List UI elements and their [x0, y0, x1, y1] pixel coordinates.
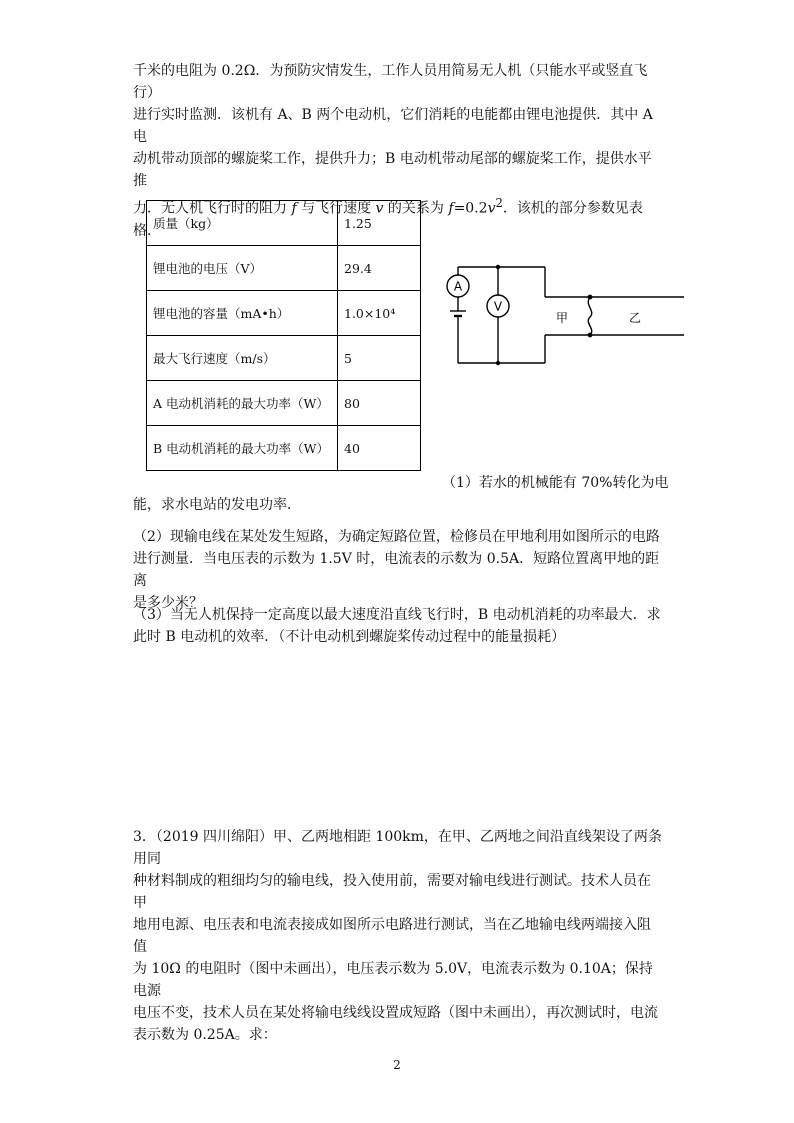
table-cell-value: 1.0×10⁴: [338, 291, 421, 336]
table-cell-value: 40: [338, 426, 421, 471]
problem-line: 种材料制成的粗细均匀的输电线，投入使用前，需要对输电线进行测试。技术人员在甲: [133, 873, 651, 911]
table-cell-label: 锂电池的电压（V）: [147, 246, 338, 291]
junction-dot: [496, 361, 500, 365]
question-line: （2）现输电线在某处发生短路，为确定短路位置，检修员在甲地利用如图所示的电路: [133, 529, 660, 545]
table-row: [147, 336, 421, 381]
var-f: f: [291, 200, 297, 217]
var-v: v: [487, 200, 496, 217]
table-row: [147, 291, 421, 336]
problem-3: [133, 826, 663, 1046]
table-cell-value: 29.4: [338, 246, 421, 291]
intro-line: 格．: [133, 222, 161, 239]
problem-line: 为 10Ω 的电阻时（图中未画出），电压表示数为 5.0V，电流表示数为 0.10A；保持电源: [133, 961, 653, 999]
text-span: 力．无人机飞行时的阻力: [133, 200, 292, 217]
table-row: [147, 201, 421, 246]
table-cell-value: 5: [338, 336, 421, 381]
junction-dot: [588, 333, 593, 338]
question-line: 进行测量．当电压表的示数为 1.5V 时，电流表的示数为 0.5A．短路位置离甲地的距离: [133, 551, 660, 589]
problem-line: 3．（2019 四川绵阳）甲、乙两地相距 100km，在甲、乙两地之间沿直线架设了两条用同: [133, 829, 662, 867]
exponent: 2: [495, 196, 503, 210]
table-cell-value: 80: [338, 381, 421, 426]
intro-line: 进行实时监测．该机有 A、B 两个电动机，它们消耗的电能都由锂电池提供．其中 A 电: [133, 107, 653, 145]
table-cell-label: 最大飞行速度（m/s）: [147, 336, 338, 381]
text-span: ．该机的部分参数见表: [502, 200, 643, 217]
question-1-part-b: 能，求水电站的发电功率．: [133, 497, 301, 513]
intro-line: 动机带动顶部的螺旋桨工作，提供升力；B 电动机带动尾部的螺旋桨工作，提供水平推: [133, 151, 652, 189]
problem-line: 表示数为 0.25A。求：: [133, 1027, 277, 1043]
question-2: [133, 526, 663, 614]
question-line: （3）当无人机保持一定高度以最大速度沿直线飞行时，B 电动机消耗的功率最大．求: [133, 607, 661, 623]
table-cell-label: 质量（kg）: [147, 201, 338, 246]
ammeter-label: A: [453, 279, 463, 294]
voltmeter-label: V: [493, 299, 503, 314]
table-row: [147, 426, 421, 471]
problem-line: 电压不变，技术人员在某处将输电线线设置成短路（图中未画出），再次测试时，电流: [133, 1005, 658, 1021]
junction-dot: [588, 295, 593, 300]
question-line: 此时 B 电动机的效率．（不计电动机到螺旋桨传动过程中的能量损耗）: [133, 629, 566, 645]
short-circuit-wire: [588, 297, 591, 335]
question-line: 是多少米？: [133, 595, 203, 611]
place-yi-label: 乙: [628, 311, 642, 325]
parameter-table: [146, 200, 421, 471]
circuit-diagram: [440, 255, 690, 375]
intro-line: 千米的电阻为 0.2Ω．为预防灾情发生，工作人员用简易无人机（只能水平或竖直飞行）: [133, 63, 648, 101]
text-span: 与飞行速度: [296, 200, 376, 217]
problem-line: 地用电源、电压表和电流表接成如图所示电路进行测试，当在乙地输电线两端接入阻值: [133, 917, 651, 955]
table-cell-label: B 电动机消耗的最大功率（W）: [147, 426, 338, 471]
junction-dot: [496, 265, 500, 269]
question-1-part-a: （1）若水的机械能有 70%转化为电: [442, 475, 669, 491]
table-cell-value: 1.25: [338, 201, 421, 246]
page-number: 2: [393, 1058, 401, 1072]
table-cell-label: A 电动机消耗的最大功率（W）: [147, 381, 338, 426]
text-span: 的关系为: [383, 200, 449, 217]
formula-text: =0.2: [453, 200, 488, 217]
question-3: [133, 604, 663, 648]
var-f: f: [448, 200, 454, 217]
place-jia-label: 甲: [555, 311, 569, 325]
var-v: v: [375, 200, 384, 217]
table-row: [147, 381, 421, 426]
table-cell-label: 锂电池的容量（mA•h）: [147, 291, 338, 336]
table-row: [147, 246, 421, 291]
